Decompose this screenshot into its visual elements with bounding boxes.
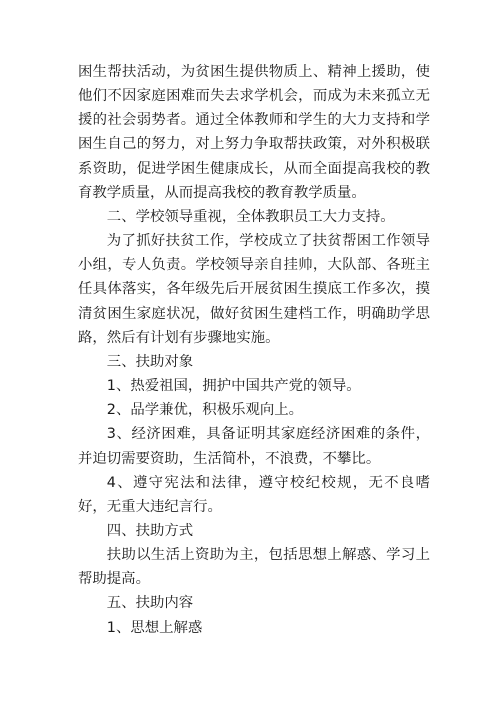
paragraph-methods: 扶助以生活上资助为主，包括思想上解惑、学习上帮助提高。 xyxy=(78,547,430,588)
section-heading-methods: 四、扶助方式 xyxy=(106,522,194,539)
section-heading-targets: 三、扶助对象 xyxy=(106,353,194,370)
paragraph-intro-continued: 困生帮扶活动，为贫困生提供物质上、精神上援助，使他们不因家庭困难而失去求学机会，而成为未来孤立无援的社会弱势者。通过全体教师和学生的大力支持和学困生自己的努力，对上努力争取帮扶政策，对外积极联系资助，促进学困生健康成长，从而全面提高我校的教育教学质量，从而提高我校的教育教学质量。 xyxy=(78,64,430,201)
list-item-target-4: 4、遵守宪法和法律，遵守校纪校规，无不良嗜好，无重大违纪言行。 xyxy=(78,474,430,515)
list-item-target-3: 3、经济困难，具备证明其家庭经济困难的条件，并迫切需要资助，生活简朴，不浪费，不攀比。 xyxy=(78,426,430,467)
list-item-target-2: 2、品学兼优，积极乐观向上。 xyxy=(106,402,304,419)
document-body xyxy=(78,60,430,640)
paragraph-leadership: 为了抓好扶贫工作，学校成立了扶贫帮困工作领导小组，专人负责。学校领导亲自挂帅，大队部、各班主任具体落实，各年级先后开展贫困生摸底工作多次，摸清贫困生家庭状况，做好贫困生建档工作，明确助学思路，然后有计划有步骤地实施。 xyxy=(78,233,430,346)
list-item-target-1: 1、热爱祖国，拥护中国共产党的领导。 xyxy=(106,378,361,395)
list-item-content-1: 1、思想上解惑 xyxy=(106,619,203,636)
section-heading-leadership: 二、学校领导重视，全体教职员工大力支持。 xyxy=(106,208,395,225)
section-heading-content: 五、扶助内容 xyxy=(106,595,194,612)
